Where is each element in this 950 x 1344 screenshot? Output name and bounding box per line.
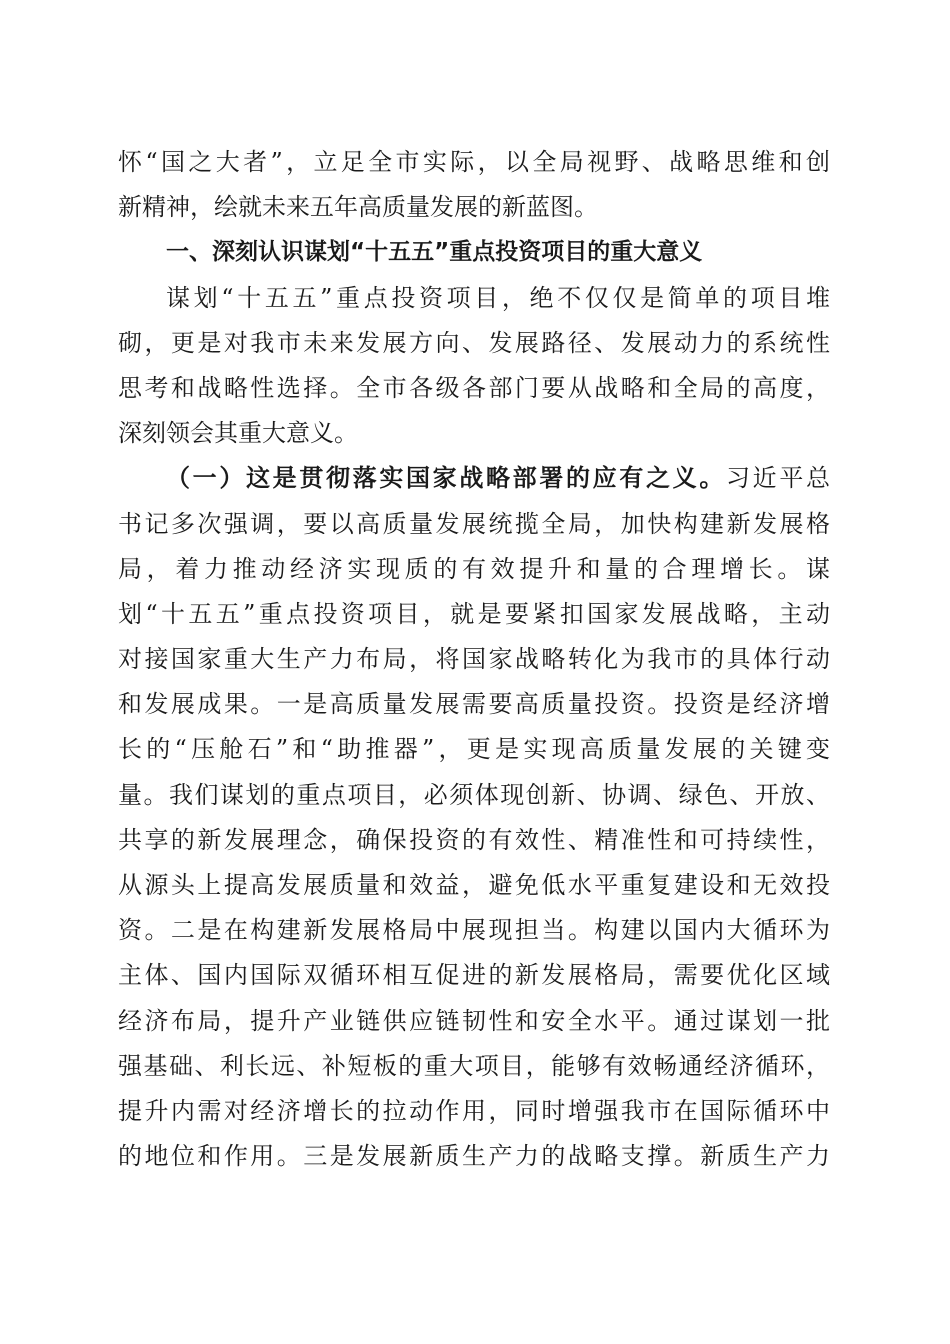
text-line: 局，着力推动经济实现质的有效提升和量的合理增长。谋 [118, 554, 830, 583]
text-line: 对接国家重大生产力布局，将国家战略转化为我市的具体行动 [118, 645, 830, 674]
text-line: 和发展成果。一是高质量发展需要高质量投资。投资是经济增 [118, 690, 830, 719]
text-line: 书记多次强调，要以高质量发展统揽全局，加快构建新发展格 [118, 509, 830, 538]
text-line: 资。二是在构建新发展格局中展现担当。构建以国内大循环为 [118, 916, 830, 945]
text-line: 从源头上提高发展质量和效益，避免低水平重复建设和无效投 [118, 871, 830, 899]
text-line: 谋划“十五五”重点投资项目，绝不仅仅是简单的项目堆 [166, 283, 830, 312]
text-line: 砌，更是对我市未来发展方向、发展路径、发展动力的系统性 [118, 328, 830, 357]
text-line: 共享的新发展理念，确保投资的有效性、精准性和可持续性， [118, 825, 830, 854]
subheading: （一）这是贯彻落实国家战略部署的应有之义。 [166, 464, 726, 493]
text-line: 新精神，绘就未来五年高质量发展的新蓝图。 [118, 193, 598, 222]
text-line: 的地位和作用。三是发展新质生产力的战略支撑。新质生产力 [118, 1142, 830, 1171]
text-line: 怀“国之大者”，立足全市实际，以全局视野、战略思维和创 [118, 148, 830, 176]
text-line: 长的“压舱石”和“助推器”，更是实现高质量发展的关键变 [118, 735, 830, 764]
text-line: 量。我们谋划的重点项目，必须体现创新、协调、绿色、开放、 [118, 780, 830, 809]
text-line: 强基础、利长远、补短板的重大项目，能够有效畅通经济循环， [118, 1051, 830, 1080]
body-text [118, 140, 830, 1179]
subheading-line [118, 456, 830, 501]
text-line: 提升内需对经济增长的拉动作用，同时增强我市在国际循环中 [118, 1096, 830, 1125]
text-line: 深刻领会其重大意义。 [118, 419, 358, 448]
text-line: 划“十五五”重点投资项目，就是要紧扣国家发展战略，主动 [118, 599, 830, 628]
text-line: 经济布局，提升产业链供应链韧性和安全水平。通过谋划一批 [118, 1006, 830, 1035]
section-heading: 一、深刻认识谋划“十五五”重点投资项目的重大意义 [166, 239, 703, 266]
text-line: 思考和战略性选择。全市各级各部门要从战略和全局的高度， [118, 373, 830, 402]
text-run: 习近平总 [726, 464, 830, 493]
text-line: 主体、国内国际双循环相互促进的新发展格局，需要优化区域 [118, 961, 830, 990]
